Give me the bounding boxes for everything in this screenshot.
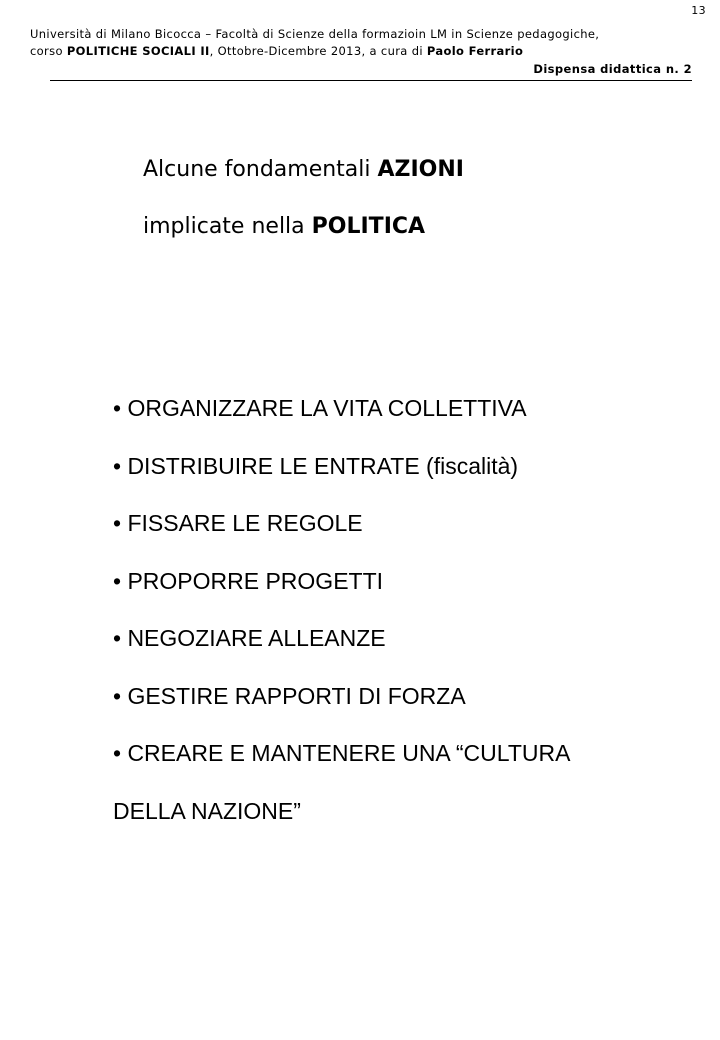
header-line-2 [30,43,692,60]
title-line-2-bold: POLITICA [311,214,426,239]
header-dates: , Ottobre-Dicembre 2013, a cura di [209,44,427,58]
header-divider [50,80,692,81]
header-prefix: corso [30,44,67,58]
bullet-item: • NEGOZIARE ALLEANZE [113,625,386,651]
title-line-1-text: Alcune fondamentali [143,157,378,182]
page-number: 13 [691,4,706,17]
bullet-item: • PROPORRE PROGETTI [113,567,384,594]
bullet-item: • CREARE E MANTENERE UNA “CULTURA [113,740,571,766]
title-line-2-text: implicate nella [143,214,312,239]
slide-title-line-2 [143,214,425,239]
bullet-list [113,391,570,851]
bullet-item: • FISSARE LE REGOLE [113,510,363,536]
slide-title-line-1 [143,157,464,182]
document-header [30,26,692,60]
bullet-item: • DISTRIBUIRE LE ENTRATE (fiscalità) [113,452,519,479]
dispensa-label: Dispensa didattica n. 2 [533,62,692,76]
header-line-1: Università di Milano Bicocca – Facoltà di Scienze della formazioin LM in Scienze pedagogiche, [30,27,600,41]
bullet-item: • GESTIRE RAPPORTI DI FORZA [113,682,466,709]
author-name: Paolo Ferrario [426,44,524,58]
course-name: POLITICHE SOCIALI II [66,44,210,58]
title-line-1-bold: AZIONI [377,157,464,182]
bullet-item: • ORGANIZZARE LA VITA COLLETTIVA [113,395,527,421]
bullet-item-continuation: DELLA NAZIONE” [113,797,301,824]
